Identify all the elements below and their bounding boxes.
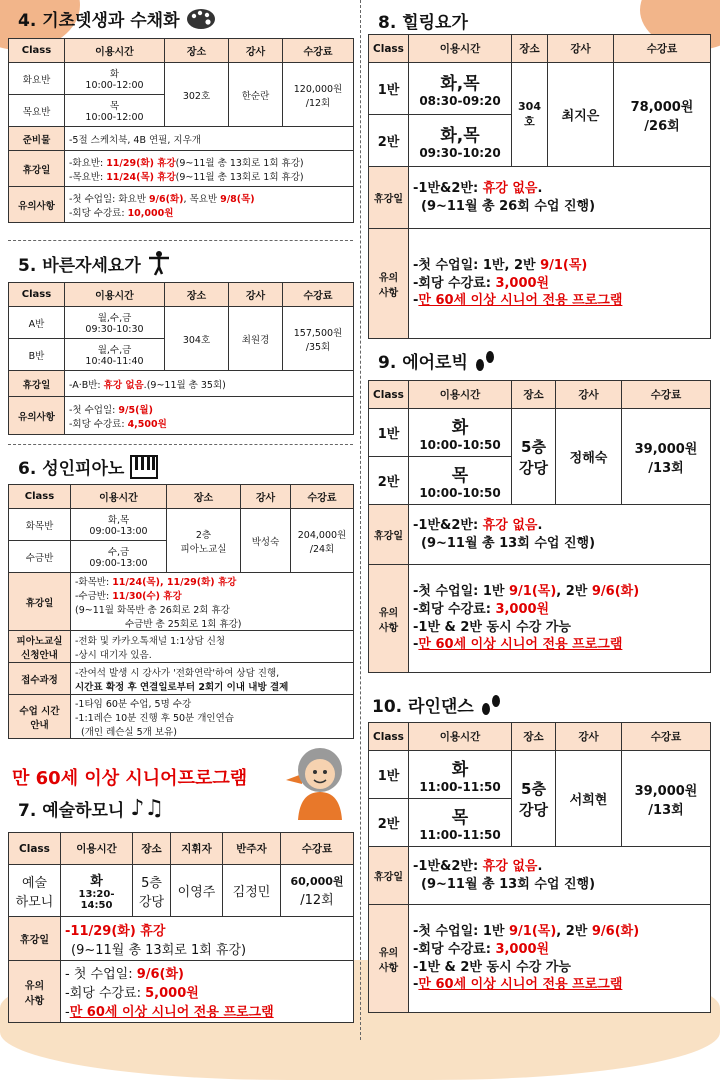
- holiday-text: [65, 151, 354, 187]
- class-time: [65, 95, 165, 127]
- row-label: 휴강일: [9, 573, 71, 631]
- class-day: 목: [451, 466, 469, 486]
- text: (9~11월 총 13회 수업 진행): [421, 876, 596, 892]
- class-time: [71, 509, 167, 541]
- text: -: [413, 977, 419, 993]
- highlight-text: 5,000원: [145, 986, 199, 1001]
- text: 수금반 총 25회로 1회 휴강): [125, 618, 242, 630]
- label-line: 수업 시간: [19, 705, 60, 717]
- col-header: 지휘자: [171, 833, 223, 865]
- section-divider: [8, 240, 353, 241]
- class-hours: 09:00-13:00: [89, 526, 148, 537]
- text: -화목반:: [75, 576, 113, 588]
- footprints-icon: [480, 693, 502, 717]
- footprints-icon: [474, 349, 496, 373]
- palette-icon: [186, 7, 216, 31]
- col-header: 강사: [556, 381, 622, 409]
- class-teacher: 박성숙: [241, 509, 291, 573]
- text: -A·B반:: [69, 379, 104, 391]
- notes-text: [409, 229, 711, 339]
- col-header: 수강료: [291, 485, 354, 509]
- col-header: 이용시간: [65, 283, 165, 307]
- text: -상시 대기자 있음.: [75, 649, 152, 661]
- class-place: 304호: [512, 63, 548, 167]
- text: -1반&2반:: [413, 517, 483, 533]
- place-floor: 2층: [195, 529, 212, 541]
- class-name: 1반: [369, 751, 409, 799]
- label-line: 사항: [24, 995, 45, 1007]
- text: , 목요반: [183, 193, 221, 205]
- class-fee: [283, 307, 354, 371]
- label-line: 사항: [378, 622, 399, 634]
- class-fee: [283, 63, 354, 127]
- col-header: 수강료: [281, 833, 354, 865]
- text: -회당 수강료:: [65, 986, 146, 1001]
- highlight-text: -11/29(화) 휴강: [65, 923, 166, 939]
- class-name: 1반: [369, 63, 409, 115]
- col-header: 장소: [165, 283, 229, 307]
- class-hours: 10:00-12:00: [85, 80, 144, 91]
- text: -첫 수업일: 화요반: [69, 193, 149, 205]
- class-time: [409, 63, 512, 115]
- highlight-text: 휴강 없음: [482, 517, 538, 533]
- grandmother-icon: [282, 740, 354, 820]
- col-header: Class: [369, 35, 409, 63]
- highlight-text: 11/24(목), 11/29(화) 휴강: [112, 576, 237, 588]
- section-5-title: [18, 250, 171, 276]
- text: -1:1레슨 10분 진행 후 50분 개인연습: [75, 712, 234, 724]
- col-header: Class: [9, 283, 65, 307]
- class-time: [409, 799, 512, 847]
- col-header: 이용시간: [409, 381, 512, 409]
- class-time: [65, 307, 165, 339]
- row-label: 유의사항: [9, 397, 65, 435]
- fee-sessions: /26회: [644, 118, 680, 134]
- class-place: [512, 409, 556, 505]
- highlight-text: 휴강 없음: [103, 379, 144, 391]
- music-note-icon: ♪♫: [130, 796, 165, 821]
- fee-sessions: /13회: [648, 802, 684, 818]
- class-day: 화,목: [440, 74, 480, 94]
- col-header: 수강료: [283, 39, 354, 63]
- text: -회당 수강료:: [413, 601, 496, 617]
- col-header: 장소: [512, 723, 556, 751]
- text: -: [413, 637, 419, 653]
- col-header: 강사: [556, 723, 622, 751]
- section-8-title: [378, 8, 468, 33]
- label-line: 유의: [378, 607, 399, 619]
- class-place: 304호: [165, 307, 229, 371]
- section-8-title-text: 8. 힐링요가: [378, 13, 468, 33]
- highlight-text: 11/30(수) 휴강: [112, 590, 182, 602]
- class-accompanist: 김정민: [223, 865, 281, 917]
- piano-keys-icon: [130, 455, 158, 479]
- text: (개인 레슨실 5개 보유): [81, 726, 177, 738]
- label-line: 사항: [378, 287, 399, 299]
- fee-amount: 39,000원: [634, 441, 698, 457]
- class-time: [61, 865, 133, 917]
- class-place: 302호: [165, 63, 229, 127]
- class-teacher: 서희현: [556, 751, 622, 847]
- notes-text: [409, 565, 711, 673]
- text: -첫 수업일:: [69, 404, 119, 416]
- label-line: 피아노교실: [16, 635, 63, 647]
- fee-sessions: /24회: [309, 543, 335, 555]
- class-fee: [291, 509, 354, 573]
- highlight-text: 9/6(화): [591, 924, 640, 940]
- col-header: 이용시간: [71, 485, 167, 509]
- class-day: 목: [451, 808, 469, 828]
- text: -1타임 60분 수업, 5명 수강: [75, 698, 192, 710]
- section-6-table: [8, 484, 354, 739]
- section-9-table: [368, 380, 711, 673]
- class-day: 화,목: [440, 126, 480, 146]
- senior-program-banner: 만 60세 이상 시니어프로그램: [12, 768, 248, 789]
- label-line: 유의: [24, 980, 45, 992]
- highlight-text: 9/6(화): [591, 584, 640, 600]
- section-8-table: [368, 34, 711, 339]
- place-room: 피아노교실: [180, 543, 227, 555]
- highlight-text: 만 60세 이상 시니어 전용 프로그램: [69, 1005, 274, 1020]
- label-line: 신청안내: [21, 649, 58, 661]
- class-day: 화: [109, 69, 120, 80]
- holiday-text: -1반&2반: 휴강 없음. (9~11월 총 13회 수업 진행): [409, 505, 711, 565]
- text: .(9~11월 총 35회): [143, 379, 226, 391]
- section-9-title-text: 9. 에어로빅: [378, 353, 468, 373]
- col-header: 강사: [241, 485, 291, 509]
- section-4-title-text: 4. 기초뎃생과 수채화: [18, 11, 180, 31]
- text: -첫 수업일: 1반: [413, 584, 510, 600]
- row-label: 접수과정: [9, 663, 71, 695]
- class-name: 수금반: [9, 541, 71, 573]
- class-hours: 09:00-13:00: [89, 558, 148, 569]
- fee-sessions: /13회: [648, 460, 684, 476]
- col-header: 강사: [548, 35, 614, 63]
- text: -수금반:: [75, 590, 113, 602]
- class-name: 목요반: [9, 95, 65, 127]
- text: (9~11월 총 13회로 1회 휴강): [175, 171, 304, 183]
- label-line: 유의: [378, 947, 399, 959]
- text: 강당: [138, 894, 165, 910]
- section-7-title-text: 7. 예술하모니: [18, 801, 125, 821]
- row-label: [369, 905, 409, 1013]
- text: -1반&2반:: [413, 858, 483, 874]
- class-day: 화: [451, 760, 469, 780]
- highlight-text: 3,000원: [495, 601, 550, 617]
- section-5-table: [8, 282, 354, 435]
- col-header: 수강료: [622, 381, 711, 409]
- col-header: 이용시간: [409, 723, 512, 751]
- col-header: 강사: [229, 39, 283, 63]
- text: 시간표 확정 후 연결일로부터 2회기 이내 내방 결제: [75, 681, 289, 693]
- class-name: 화요반: [9, 63, 65, 95]
- fee-sessions: /12회: [300, 893, 334, 908]
- class-name: A반: [9, 307, 65, 339]
- text: -화요반:: [69, 157, 107, 169]
- highlight-text: 만 60세 이상 시니어 전용 프로그램: [418, 637, 623, 653]
- col-header: 장소: [512, 381, 556, 409]
- highlight-text: 9/1(목): [509, 584, 557, 600]
- text: 강당: [519, 458, 548, 477]
- text: 5층: [521, 437, 546, 456]
- class-teacher: 최지은: [548, 63, 614, 167]
- section-7-title: [18, 796, 164, 821]
- class-place: [167, 509, 241, 573]
- fee-amount: 120,000원: [293, 83, 343, 95]
- text: 5층: [521, 779, 546, 798]
- class-place: [512, 751, 556, 847]
- class-hours: 09:30-10:30: [85, 324, 144, 335]
- section-9-title: [378, 348, 496, 373]
- col-header: Class: [369, 723, 409, 751]
- section-divider: [8, 444, 353, 445]
- class-hours: 13:20-14:50: [78, 889, 115, 911]
- class-time: [409, 751, 512, 799]
- class-time: [409, 115, 512, 167]
- class-day: 목: [109, 101, 120, 112]
- text: 예술: [21, 875, 48, 891]
- text: -첫 수업일: 1반: [413, 924, 510, 940]
- row-label: [369, 229, 409, 339]
- text: -전화 및 카카오톡채널 1:1상담 신청: [75, 635, 226, 647]
- text: -회당 수강료:: [69, 207, 128, 219]
- class-time: [65, 63, 165, 95]
- highlight-text: 3,000원: [495, 941, 550, 957]
- highlight-text: 11/29(화) 휴강: [106, 157, 176, 169]
- class-teacher: 최원경: [229, 307, 283, 371]
- text: , 2반: [556, 924, 592, 940]
- section-6-title-text: 6. 성인피아노: [18, 459, 125, 479]
- col-header: 장소: [165, 39, 229, 63]
- col-header: 수강료: [622, 723, 711, 751]
- class-time: [409, 457, 512, 505]
- text: 하모니: [15, 894, 54, 910]
- fee-amount: 39,000원: [634, 783, 698, 799]
- col-header: 장소: [133, 833, 171, 865]
- col-header: Class: [9, 485, 71, 509]
- col-header: 이용시간: [409, 35, 512, 63]
- row-label: 휴강일: [9, 371, 65, 397]
- label-line: 사항: [378, 962, 399, 974]
- highlight-text: 9/1(목): [509, 924, 557, 940]
- highlight-text: 만 60세 이상 시니어 전용 프로그램: [418, 977, 623, 993]
- class-name: B반: [9, 339, 65, 371]
- apply-text: [71, 631, 354, 663]
- highlight-text: 3,000원: [495, 275, 550, 291]
- section-10-table: [368, 722, 711, 1013]
- row-label: [9, 631, 71, 663]
- text: 강당: [519, 800, 548, 819]
- text: -첫 수업일: 1반, 2반: [413, 258, 541, 274]
- class-day: 월,수,금: [97, 313, 132, 324]
- row-label: [9, 695, 71, 739]
- col-header: Class: [369, 381, 409, 409]
- row-label: 휴강일: [369, 847, 409, 905]
- class-name: [9, 865, 61, 917]
- text: -목요반:: [69, 171, 107, 183]
- class-hours: 10:00-10:50: [419, 486, 501, 500]
- text: (9~11월 화목반 총 26회로 2회 휴강: [75, 604, 230, 616]
- text: -1반&2반:: [413, 180, 483, 196]
- text: (9~11월 총 26회 수업 진행): [421, 198, 596, 214]
- class-name: 화목반: [9, 509, 71, 541]
- col-header: 장소: [512, 35, 548, 63]
- fee-sessions: /35회: [305, 341, 331, 353]
- text: -: [65, 1005, 70, 1020]
- class-day: 화: [90, 874, 103, 889]
- highlight-text: 11/24(목) 휴강: [106, 171, 176, 183]
- class-fee: [614, 63, 711, 167]
- section-10-title-text: 10. 라인댄스: [372, 697, 474, 717]
- class-place: [133, 865, 171, 917]
- class-hours: 11:00-11:50: [419, 780, 501, 794]
- class-teacher: 한순란: [229, 63, 283, 127]
- class-name: 2반: [369, 457, 409, 505]
- highlight-text: 휴강 없음: [482, 858, 538, 874]
- yoga-pose-icon: [147, 250, 171, 276]
- notes-text: [65, 397, 354, 435]
- highlight-text: 9/6(화): [136, 967, 184, 982]
- highlight-text: 9/8(목): [220, 193, 255, 205]
- section-10-title: [372, 692, 502, 717]
- class-info-text: [71, 695, 354, 739]
- notes-text: [65, 187, 354, 223]
- text: (9~11월 총 13회 수업 진행): [421, 535, 596, 551]
- col-header: 강사: [229, 283, 283, 307]
- row-label: 휴강일: [9, 917, 61, 961]
- text: -잔여석 발생 시 강사가 '전화연락'하여 상담 진행,: [75, 667, 280, 679]
- class-time: [409, 409, 512, 457]
- fee-amount: 204,000원: [297, 529, 347, 541]
- col-header: 수강료: [614, 35, 711, 63]
- class-day: 화,목: [107, 515, 130, 526]
- row-label: [369, 565, 409, 673]
- section-5-title-text: 5. 바른자세요가: [18, 255, 141, 276]
- text: (9~11월 총 13회로 1회 휴강): [71, 942, 247, 958]
- class-hours: 10:00-10:50: [419, 438, 501, 452]
- col-header: 수강료: [283, 283, 354, 307]
- class-hours: 10:40-11:40: [85, 356, 144, 367]
- text: (9~11월 총 13회로 1회 휴강): [175, 157, 304, 169]
- fee-amount: 157,500원: [293, 327, 343, 339]
- text: -: [413, 293, 419, 309]
- text: - 첫 수업일:: [65, 967, 137, 982]
- process-text: [71, 663, 354, 695]
- class-name: 2반: [369, 799, 409, 847]
- row-label: 준비물: [9, 127, 65, 151]
- class-name: 1반: [369, 409, 409, 457]
- label-line: 안내: [30, 719, 49, 731]
- section-7-table: [8, 832, 354, 1023]
- class-time: [71, 541, 167, 573]
- highlight-text: 10,000원: [127, 207, 174, 219]
- col-header: 이용시간: [61, 833, 133, 865]
- col-header: 장소: [167, 485, 241, 509]
- holiday-text: [65, 371, 354, 397]
- class-name: 2반: [369, 115, 409, 167]
- class-conductor: 이영주: [171, 865, 223, 917]
- highlight-text: 만 60세 이상 시니어 전용 프로그램: [418, 293, 623, 309]
- highlight-text: 9/1(목): [540, 258, 588, 274]
- row-label: 휴강일: [369, 505, 409, 565]
- class-fee: [281, 865, 354, 917]
- row-label: 휴강일: [369, 167, 409, 229]
- fee-sessions: /12회: [305, 97, 331, 109]
- section-4-title: [18, 6, 216, 31]
- section-6-title: [18, 454, 158, 479]
- class-teacher: 정해숙: [556, 409, 622, 505]
- fee-amount: 78,000원: [630, 99, 694, 115]
- class-day: 화: [451, 418, 469, 438]
- col-header: 이용시간: [65, 39, 165, 63]
- col-header: Class: [9, 833, 61, 865]
- label-line: 유의: [378, 272, 399, 284]
- text: -1반 & 2반 동시 수강 가능: [413, 959, 571, 975]
- text: , 2반: [556, 584, 592, 600]
- fee-amount: 60,000원: [290, 875, 344, 888]
- class-hours: 08:30-09:20: [419, 94, 501, 108]
- col-header: Class: [9, 39, 65, 63]
- holiday-text: [409, 167, 711, 229]
- class-fee: [622, 751, 711, 847]
- highlight-text: 9/5(월): [118, 404, 153, 416]
- highlight-text: 4,500원: [127, 418, 167, 430]
- highlight-text: 9/6(화): [148, 193, 184, 205]
- highlight-text: 휴강 없음: [482, 180, 538, 196]
- col-header: 반주자: [223, 833, 281, 865]
- supplies-text: -5절 스케치북, 4B 연필, 지우개: [65, 127, 354, 151]
- text: -회당 수강료:: [69, 418, 128, 430]
- text: -1반 & 2반 동시 수강 가능: [413, 619, 571, 635]
- class-day: 수,금: [107, 547, 130, 558]
- holiday-text: [71, 573, 354, 631]
- section-4-table: [8, 38, 354, 223]
- row-label: 유의사항: [9, 187, 65, 223]
- notes-text: [409, 905, 711, 1013]
- class-time: [65, 339, 165, 371]
- holiday-text: -1반&2반: 휴강 없음. (9~11월 총 13회 수업 진행): [409, 847, 711, 905]
- text: 5층: [141, 875, 162, 891]
- text: -회당 수강료:: [413, 941, 496, 957]
- class-fee: [622, 409, 711, 505]
- text: .: [537, 180, 543, 196]
- class-hours: 09:30-10:20: [419, 146, 501, 160]
- column-divider: [360, 0, 361, 1040]
- row-label: 휴강일: [9, 151, 65, 187]
- class-day: 월,수,금: [97, 345, 132, 356]
- class-hours: 11:00-11:50: [419, 828, 501, 842]
- text: -회당 수강료:: [413, 275, 496, 291]
- notes-text: [61, 961, 354, 1023]
- holiday-text: [61, 917, 354, 961]
- row-label: [9, 961, 61, 1023]
- class-hours: 10:00-12:00: [85, 112, 144, 123]
